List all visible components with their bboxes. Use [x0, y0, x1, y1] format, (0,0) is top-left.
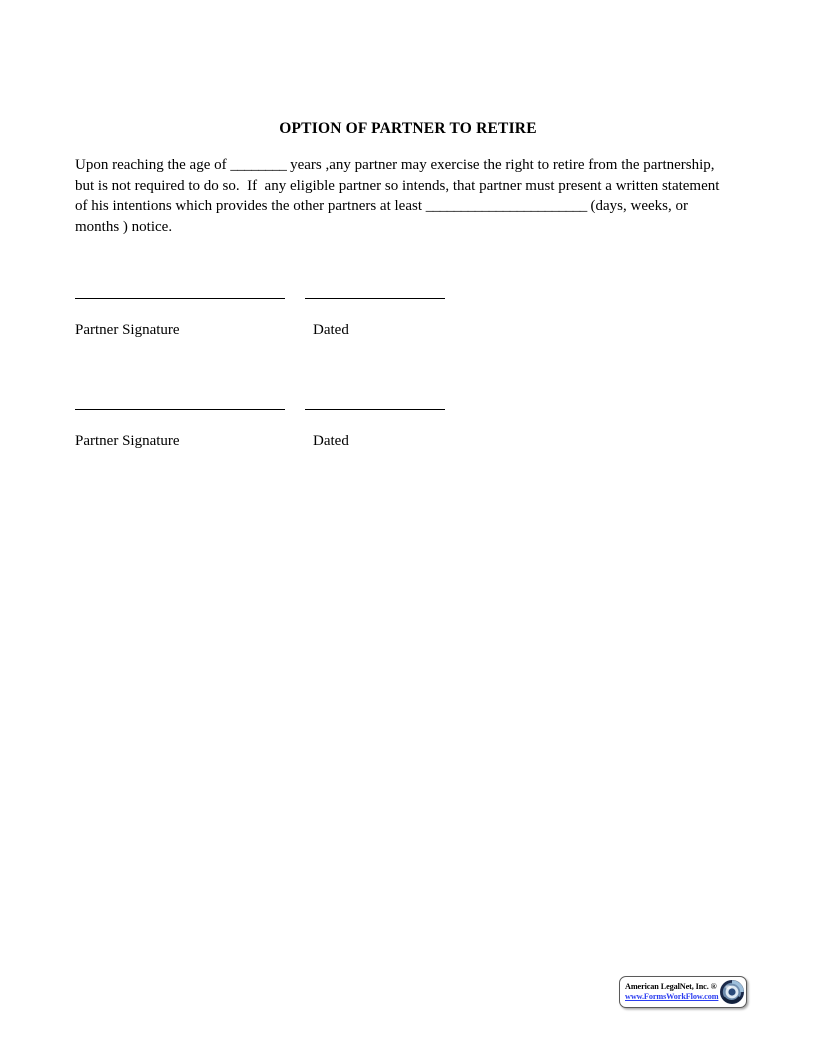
signature-label-row-2: [75, 433, 762, 453]
partner-signature-label-1: Partner Signature: [75, 322, 180, 338]
partner-signature-line-2[interactable]: [75, 409, 285, 410]
partner-signature-label-2: Partner Signature: [75, 433, 180, 449]
page-title: OPTION OF PARTNER TO RETIRE: [279, 120, 537, 137]
american-legalnet-badge[interactable]: [619, 976, 747, 1008]
body-line-3: [75, 196, 762, 217]
signature-rule-row-1: [75, 286, 762, 302]
body-line-1-text-after-blank: years ,any partner may exercise the right to retire from the partnership,: [286, 157, 715, 173]
body-line-2: but is not required to do so. If any eligible partner so intends, that partner must present a written statement: [75, 177, 720, 194]
signature-block-1: [75, 286, 762, 342]
body-line-1: [75, 155, 762, 176]
age-blank-field[interactable]: ________: [230, 157, 287, 173]
badge-company-name: American LegalNet, Inc. ®: [625, 981, 717, 991]
signature-rule-row-2: [75, 397, 762, 413]
badge-url-link[interactable]: www.FormsWorkFlow.com: [625, 991, 719, 1001]
globe-icon: [719, 979, 745, 1005]
dated-line-2[interactable]: [305, 409, 445, 410]
signature-block-2: [75, 397, 762, 453]
badge-text-group: [625, 983, 718, 1001]
body-line-1-text-before-blank: Upon reaching the age of: [75, 157, 231, 173]
dated-line-1[interactable]: [305, 298, 445, 299]
body-line-3-text-before-blank: of his intentions which provides the other partners at least: [75, 198, 426, 214]
partner-signature-line-1[interactable]: [75, 298, 285, 299]
body-line-3-text-after-blank: (days, weeks, or: [586, 198, 688, 214]
body-line-4: months ) notice.: [75, 218, 173, 235]
dated-label-1: Dated: [313, 322, 349, 338]
body-paragraph: [75, 155, 762, 237]
dated-label-2: Dated: [313, 433, 349, 449]
signature-label-row-1: [75, 322, 762, 342]
notice-period-blank-field[interactable]: _______________________: [425, 198, 587, 214]
